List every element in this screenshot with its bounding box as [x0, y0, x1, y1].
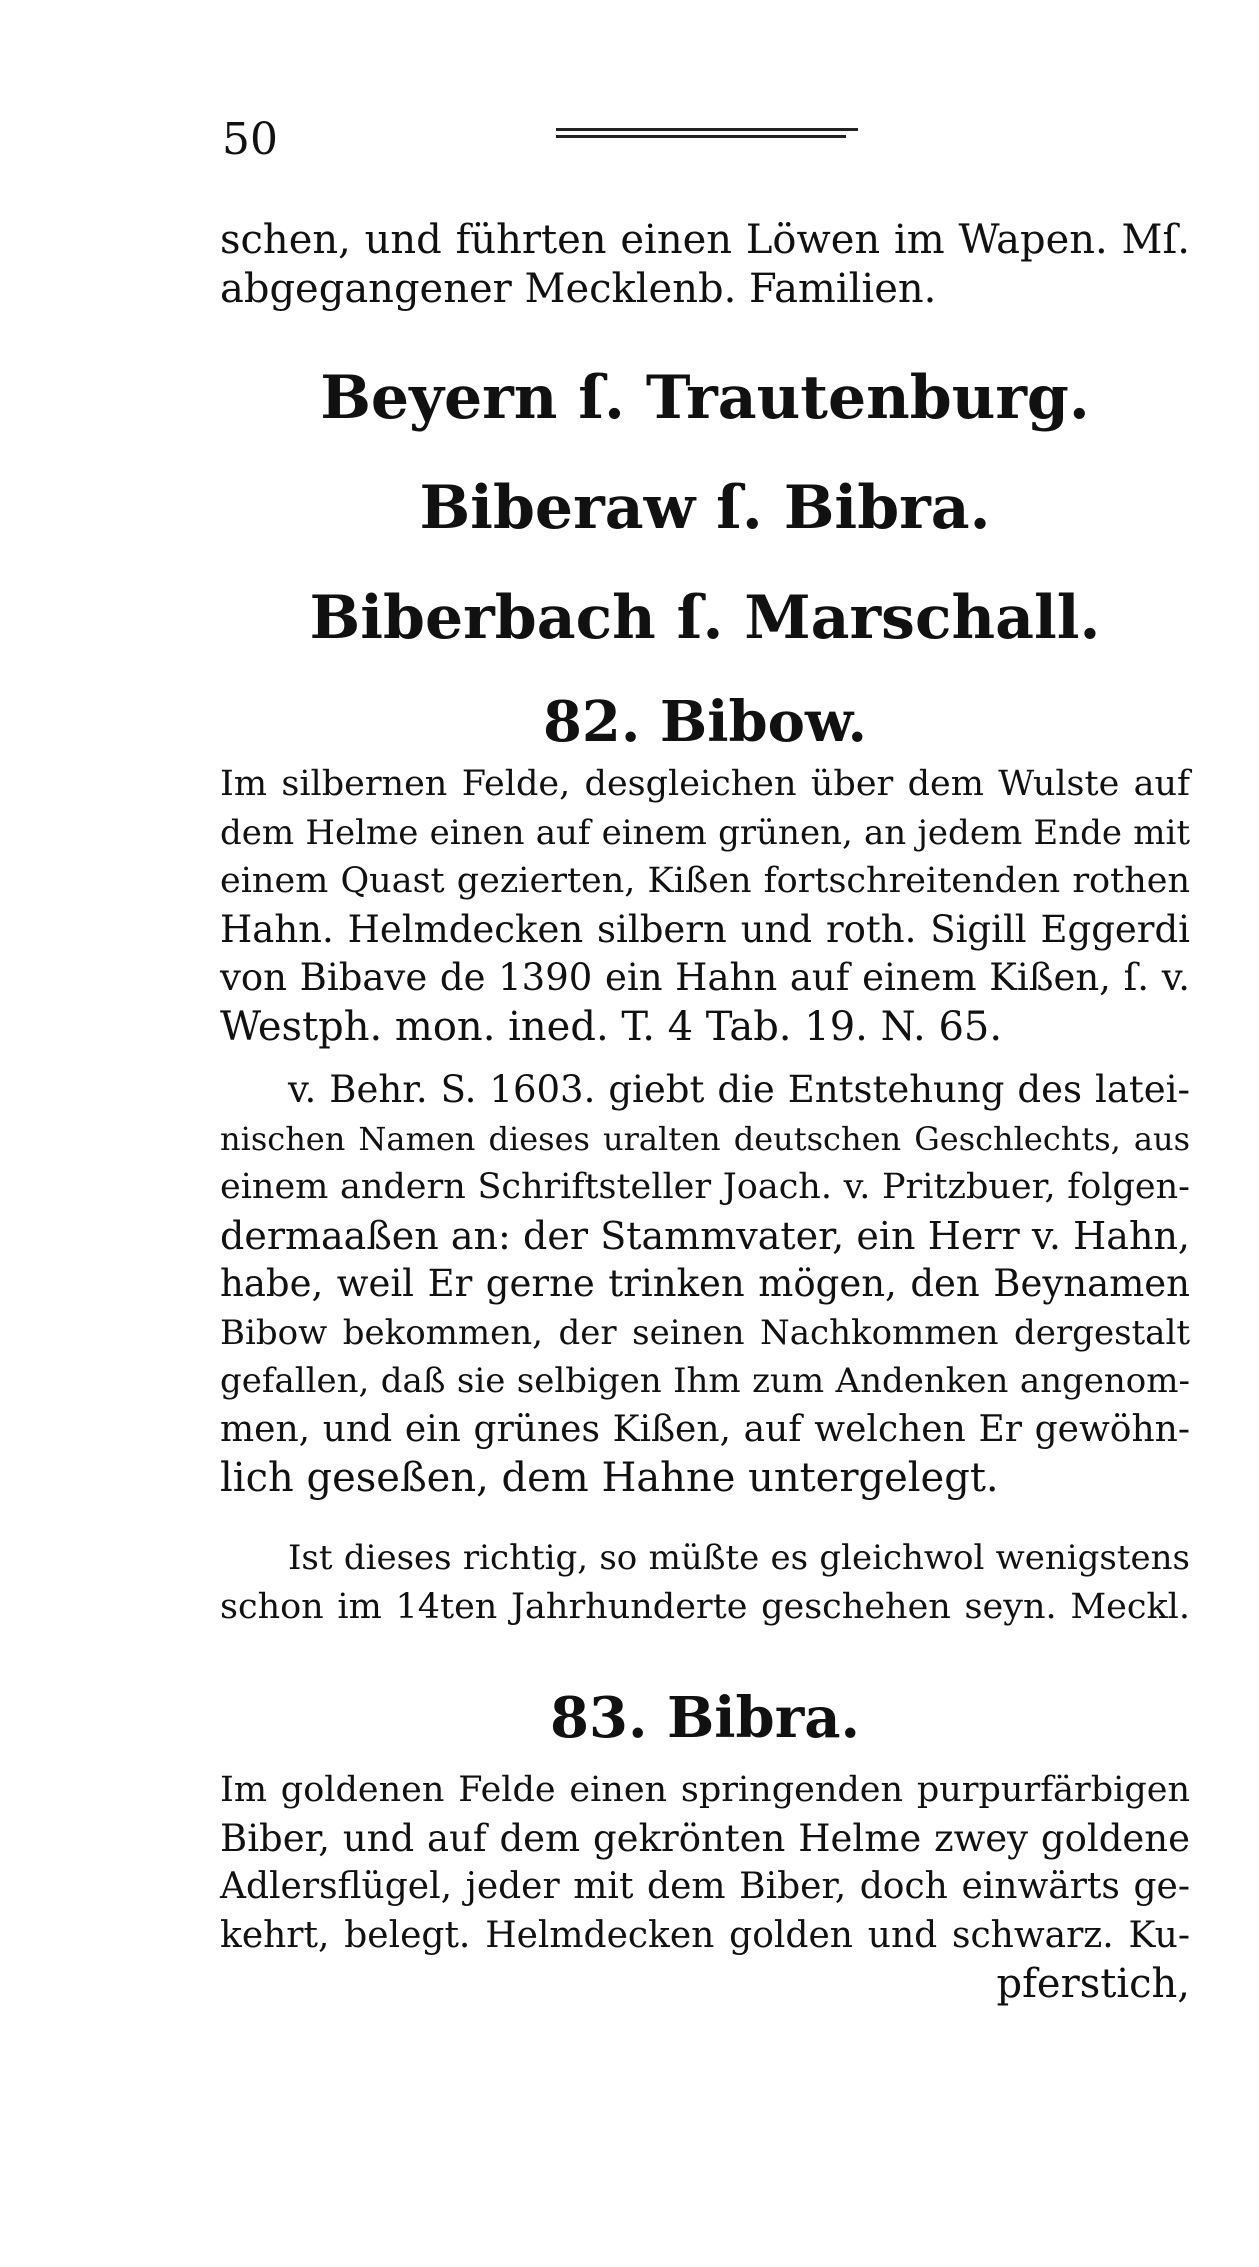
text-line: lich geseßen, dem Hahne untergelegt.: [220, 1455, 999, 1501]
header-rule: [556, 128, 858, 142]
cross-reference-heading: Beyern ſ. Trautenburg.: [320, 363, 1090, 433]
entry-heading: 83. Bibra.: [550, 1685, 860, 1751]
entry-heading: 82. Bibow.: [542, 689, 868, 755]
text-line: schen, und führten einen Löwen im Wapen. Mſ.: [220, 217, 1190, 263]
entry-paragraph: [220, 1766, 1190, 2009]
text-line: kehrt, belegt. Helmdecken golden und schwarz. Ku-: [220, 1914, 1190, 1956]
text-line: gefallen, daß sie selbigen Ihm zum Andenken angenom-: [220, 1361, 1190, 1401]
text-line: einem Quast gezierten, Kißen fortschreitenden rothen: [220, 861, 1190, 901]
catchword: pferstich,: [996, 1961, 1190, 2007]
text-line: Ist dieses richtig, so müßte es gleichwol wenigstens: [288, 1538, 1190, 1578]
text-line: dermaaßen an: der Stammvater, ein Herr v. Hahn,: [220, 1213, 1190, 1258]
text-line: v. Behr. S. 1603. giebt die Entstehung des latei-: [288, 1068, 1190, 1111]
text-line: Adlersflügel, jeder mit dem Biber, doch einwärts ge-: [220, 1866, 1190, 1907]
entry-paragraph: [220, 1534, 1190, 1631]
text-line: habe, weil Er gerne trinken mögen, den Beynamen: [220, 1262, 1190, 1305]
page-number: 50: [222, 114, 278, 165]
text-line: Hahn. Helmdecken silbern und roth. Sigill Eggerdi: [220, 907, 1190, 951]
text-line: dem Helme einen auf einem grünen, an jedem Ende mit: [220, 812, 1190, 853]
entry-paragraph: [220, 760, 1190, 1051]
opening-text: [220, 216, 1190, 313]
text-line: men, und ein grünes Kißen, auf welchen Er gewöhn-: [220, 1408, 1190, 1450]
text-line: Bibow bekommen, der seinen Nachkommen dergestalt: [220, 1312, 1190, 1353]
text-line: Im goldenen Felde einen springenden purpurfärbigen: [220, 1770, 1190, 1810]
text-line: Im silbernen Felde, desgleichen über dem Wulste auf: [220, 764, 1190, 804]
entry-paragraph: [220, 1066, 1190, 1503]
text-line: einem andern Schriftsteller Joach. v. Pritzbuer, folgen-: [220, 1167, 1190, 1207]
text-line: Biber, und auf dem gekrönten Helme zwey goldene: [220, 1816, 1190, 1860]
text-line: nischen Namen dieses uralten deutschen Geschlechts, aus: [220, 1119, 1190, 1158]
cross-reference-heading: Biberaw ſ. Bibra.: [419, 473, 991, 543]
text-line: Westph. mon. ined. T. 4 Tab. 19. N. 65.: [220, 1003, 1003, 1050]
text-line: abgegangener Mecklenb. Familien.: [220, 265, 937, 312]
cross-reference-heading: Biberbach ſ. Marschall.: [309, 583, 1101, 653]
text-line: schon im 14ten Jahrhunderte geschehen seyn. Meckl.: [220, 1586, 1190, 1627]
text-line: von Bibave de 1390 ein Hahn auf einem Kißen, ſ. v.: [220, 956, 1190, 999]
